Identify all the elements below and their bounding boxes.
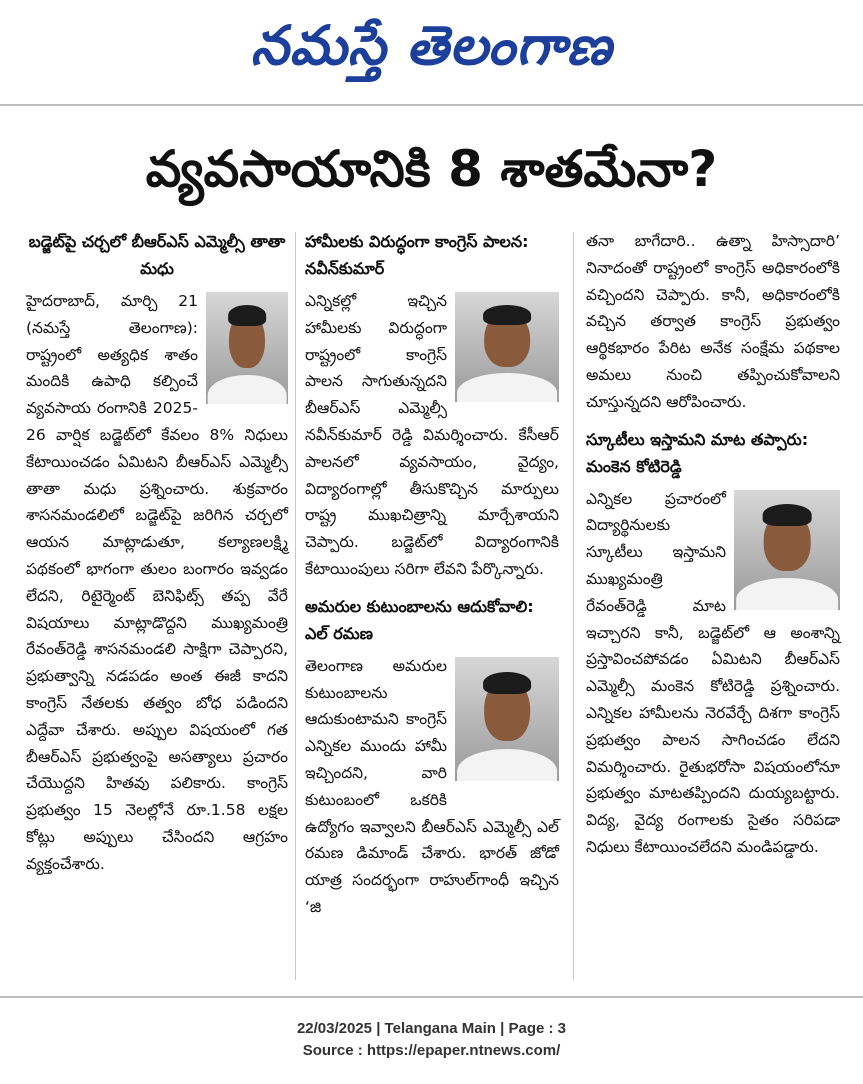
photo-hair — [483, 672, 531, 694]
footer-divider — [0, 996, 863, 998]
photo-figure — [208, 375, 287, 404]
subheading: అమరుల కుటుంబాలను ఆదుకోవాలి: ఎల్ రమణ — [305, 596, 534, 643]
article-column-3 — [586, 228, 840, 861]
page-footer — [0, 1018, 863, 1062]
edition-info: 22/03/2025 | Telangana Main | Page : 3 — [296, 1020, 567, 1037]
photo-l-ramana — [455, 657, 559, 781]
photo-figure — [457, 373, 557, 402]
source-link[interactable]: Source : https://epaper.ntnews.com/ — [302, 1042, 561, 1059]
photo-hair — [763, 504, 812, 526]
masthead — [0, 0, 863, 100]
photo-figure — [736, 578, 838, 609]
photo-hair — [228, 305, 266, 325]
article-column-1 — [26, 228, 288, 878]
subheading: స్కూటీలు ఇస్తామని మాట తప్పారు: మంకెన కోటిరెడ్డి — [586, 429, 809, 476]
column-divider — [573, 232, 574, 980]
photo-mankena-koti-reddy — [734, 490, 840, 610]
subheading: హామీలకు విరుద్ధంగా కాంగ్రెస్ పాలన: నవీన్‌కుమార్ — [305, 232, 529, 278]
article-headline: వ్యవసాయానికి 8 శాతమేనా? — [145, 140, 718, 198]
column-divider — [295, 232, 296, 980]
photo-hair — [483, 305, 531, 325]
subheading: బడ్జెట్‌పై చర్చలో బీఆర్‌ఎస్ ఎమ్మెల్సీ తాతా మధు — [28, 232, 286, 278]
article-paragraph: ఎన్నికల ప్రచారంలో విద్యార్థినులకు స్కూటీలు ఇస్తామని ముఖ్యమంత్రి రేవంత్‌రెడ్డి మాట ఇచ్చారని కానీ, బడ్జెట్‌లో ఆ అంశాన్ని ప్రస్తావించపోవడం ఏమిటని బీఆర్‌ఎస్ ఎమ్మెల్సీ మంకెన కోటిరెడ్డి ప్రశ్నించారు. ఎన్నికల హామీలను నెరవేర్చే దిశగా కాంగ్రెస్ ప్రభుత్వం పాలన సాగించడం లేదని విమర్శించారు. రైతుభరోసా విషయంలోనూ ప్రభుత్వం మాటతప్పిందని దుయ్యబట్టారు. విద్య, వైద్య రంగాలకు సైతం సరిపడా నిధులు కేటాయించలేదని మండిపడ్డారు. — [586, 489, 840, 856]
article-paragraph: తెలంగాణ అమరుల కుటుంబాలను ఆదుకుంటామని కాంగ్రెస్ ఎన్నికల ముందు హామీ ఇచ్చిందని, వారి కుటుంబంలో ఒకరికి ఉద్యోగం ఇవ్వాలని బీఆర్‌ఎస్ ఎమ్మెల్సీ ఎల్ రమణ డిమాండ్ చేశారు. భారత్ జోడో యాత్ర సందర్భంగా రాహుల్‌గాంధీ ఇచ్చిన ‘జి — [305, 656, 559, 916]
photo-tata-madhu — [206, 292, 288, 404]
photo-figure — [457, 749, 557, 781]
photo-naveen-kumar — [455, 292, 559, 402]
article-column-2 — [305, 228, 559, 921]
newspaper-logo: నమస్తే తెలంగాణ — [250, 14, 613, 77]
masthead-divider — [0, 104, 863, 106]
article-paragraph: తనా బాగేదారి.. ఉత్నా హిస్సాదారి’ నినాదంతో రాష్ట్రంలో కాంగ్రెస్ అధికారంలోకి వచ్చిందని చెప్పారు. కానీ, అధికారంలోకి వచ్చిన తర్వాత కాంగ్రెస్ ప్రభుత్వం ఆర్థికభారం పేరిట అనేక సంక్షేమ పథకాల అమలు నుంచి తప్పించుకోవాలని చూస్తున్నదని ఆరోపించారు. — [586, 232, 840, 411]
article-paragraph: ఎన్నికల్లో ఇచ్చిన హామీలకు విరుద్ధంగా రాష్ట్రంలో కాంగ్రెస్ పాలన సాగుతున్నదని బీఆర్‌ఎస్ ఎమ్మెల్సీ నవీన్‌కుమార్ రెడ్డి విమర్శించారు. కేసీఆర్ పాలనలో వ్యవసాయం, వైద్యం, విద్యారంగాల్లో తీసుకొచ్చిన మార్పులు రాష్ట్ర ముఖచిత్రాన్ని మార్చేశాయని చెప్పారు. బడ్జెట్‌లో విద్యారంగానికి కేటాయింపులు సరిగా లేవని పేర్కొన్నారు. — [305, 292, 559, 578]
article-paragraph: హైదరాబాద్, మార్చి 21 (నమస్తే తెలంగాణ): రాష్ట్రంలో అత్యధిక శాతం మందికి ఉపాధి కల్పించే వ్యవసాయ రంగానికి 2025-26 వార్షిక బడ్జెట్‌లో కేవలం 8% నిధులు కేటాయించడం ఏమిటని బీఆర్‌ఎస్ ఎమ్మెల్సీ తాతా మధు ప్రశ్నించారు. శుక్రవారం శాసనమండలిలో బడ్జెట్‌పై జరిగిన చర్చలో ఆయన మాట్లాడుతూ, కల్యాణలక్ష్మి పథకంలో భాగంగా తులం బంగారం ఇవ్వడం లేదని, రిటైర్మెంట్ బెనిఫిట్స్ తప్ప వేరే విషయాలు మాట్లాడొద్దని ముఖ్యమంత్రి రేవంత్‌రెడ్డి శాసనమండలి సాక్షిగా చెప్పారని, ప్రభుత్వాన్ని నడపడం అంత ఈజీ కాదని కాంగ్రెస్ నేతలకు తత్వం బోధ పడిందని ఎద్దేవా చేశారు. అప్పుల విషయంలో గత బీఆర్‌ఎస్ ప్రభుత్వంపై అసత్యాలు ప్రచారం చేయొద్దని హితవు పలికారు. కాంగ్రెస్ ప్రభుత్వం 15 నెలల్లోనే రూ.1.58 లక్షల కోట్లు అప్పులు చేసిందని ఆగ్రహం వ్యక్తంచేశారు. — [26, 292, 288, 873]
